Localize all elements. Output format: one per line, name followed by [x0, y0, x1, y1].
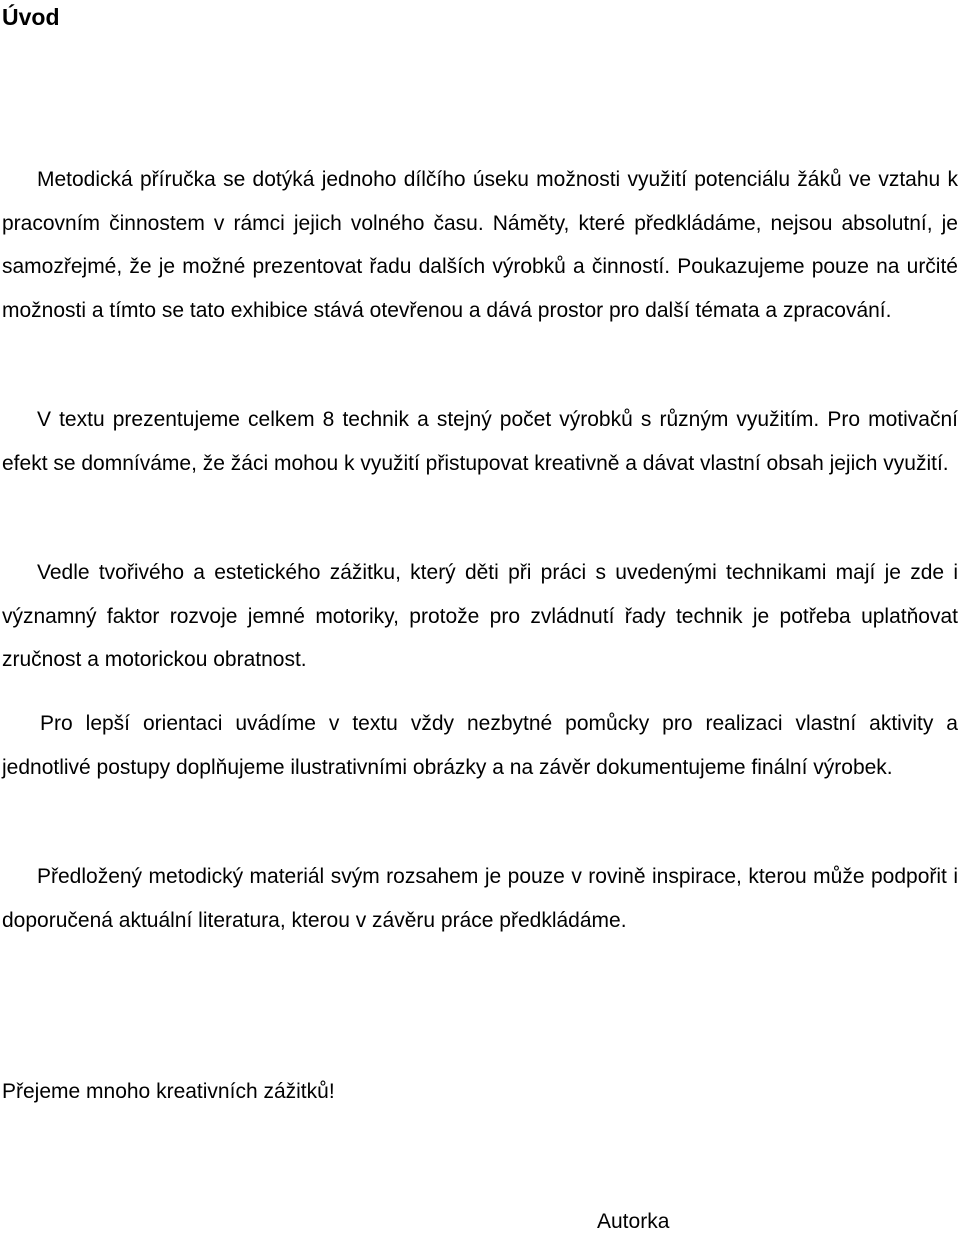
closing-wish: Přejeme mnoho kreativních zážitků! [2, 1080, 335, 1103]
paragraph-motor-skills: Vedle tvořivého a estetického zážitku, který děti při práci s uvedenými technikami mají je zde i významný faktor rozvoje jemné motoriky, protože pro zvládnutí řady technik je potřeba uplatňovat zručnost a motorickou obratnost. [2, 561, 958, 671]
paragraph-orientation: Pro lepší orientaci uvádíme v textu vždy nezbytné pomůcky pro realizaci vlastní aktivity a jednotlivé postupy doplňujeme ilustrativními obrázky a na závěr dokumentujeme finální výrobek. [2, 712, 958, 779]
page-title: Úvod [2, 4, 60, 30]
author-signature: Autorka [597, 1210, 670, 1233]
paragraph-techniques: V textu prezentujeme celkem 8 technik a stejný počet výrobků s různým využitím. Pro motivační efekt se domníváme, že žáci mohou k využití přistupovat kreativně a dávat vlastní obsah jejich využití. [2, 408, 958, 475]
paragraph-intro: Metodická příručka se dotýká jednoho dílčího úseku možnosti využití potenciálu žáků ve vztahu k pracovním činnostem v rámci jejich volného času. Náměty, které předkládáme, nejsou absolutní, je samozřejmé, že je možné prezentovat řadu dalších výrobků a činností. Poukazujeme pouze na určité možnosti a tímto se tato exhibice stává otevřenou a dává prostor pro další témata a zpracování. [2, 168, 958, 322]
paragraph-inspiration: Předložený metodický materiál svým rozsahem je pouze v rovině inspirace, kterou může podpořit i doporučená aktuální literatura, kterou v závěru práce předkládáme. [2, 865, 958, 932]
